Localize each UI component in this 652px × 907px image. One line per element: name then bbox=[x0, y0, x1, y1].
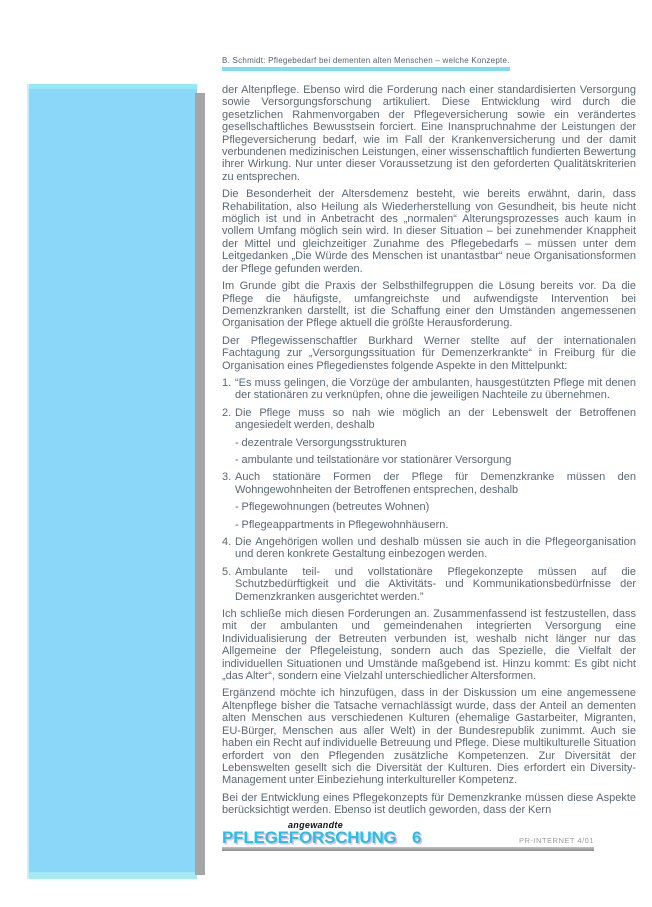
page-number: 6 bbox=[412, 828, 422, 847]
list-subitem: - ambulante und teilstationäre vor stationärer Versorgung bbox=[235, 453, 512, 466]
footer-divider-rule bbox=[222, 847, 594, 851]
paragraph: Ergänzend möchte ich hinzufügen, dass in der Diskussion um eine angemessene Altenpflege bisher die Tatsache vernachlässigt wurde, dass der Anteil an dementen alten Menschen aus verschiedenen Kulturen (ehemalige Gastarbeiter, Migranten, EU-Bürger, Menschen aus aller Welt) in der Bundesrepublik zunimmt. Auch sie haben ein Recht auf individuelle Betreuung und Pflege. Diese multikulturelle Situation erfordert von den Pflegenden zusätzliche Kompetenzen. Zur Diversität der Lebenswelten gesellt sich die Diversität der Kulturen. Dies erfordert ein Diversity-Management unter Einbeziehung interkultureller Kompetenz. bbox=[222, 687, 636, 787]
journal-logo: PFLEGEFORSCHUNG bbox=[222, 828, 397, 847]
list-subitem: - dezentrale Versorgungsstrukturen bbox=[235, 436, 407, 449]
list-item-number: 2. bbox=[222, 406, 232, 419]
list-item-number: 4. bbox=[222, 536, 232, 548]
list-item-text: Auch stationäre Formen der Pflege für Demenzkranke müssen den Wohngewohnheiten der Betroffenen entsprechen, deshalb bbox=[235, 471, 636, 496]
list-item bbox=[222, 407, 636, 432]
list-item-number: 3. bbox=[222, 471, 232, 484]
list-subitem: - Pflegewohnungen (betreutes Wohnen) bbox=[235, 501, 430, 514]
list-item-text: Die Angehörigen wollen und deshalb müssen sie auch in die Pflegeorganisation und deren konkrete Gestaltung einbezogen werden. bbox=[235, 536, 636, 561]
journal-logo-overline: angewandte bbox=[288, 820, 344, 830]
list-item-number: 5. bbox=[222, 565, 232, 578]
running-header: B. Schmidt: Pflegebedarf bei dementen alten Menschen – welche Konzepte. bbox=[222, 56, 510, 71]
list-item-number: 1. bbox=[222, 376, 232, 389]
paragraph: Bei der Entwicklung eines Pflegekonzepts für Demenzkranke müssen diese Aspekte berücksichtigt werden. Ebenso ist deutlich geworden, dass der Kern bbox=[222, 791, 636, 817]
paragraph: der Altenpflege. Ebenso wird die Forderung nach einer standardisierten Versorgung sowie Versorgungsforschung artikuliert. Diese Entwicklung wird durch die gesetzlichen Rahmenvorgaben der Pflegeversicherung sowie ein verändertes gesellschaftliches Bewusstsein forciert. Eine Inanspruchnahme der Leistungen der Pflegeversicherung bedarf, wie im Fall der Krankenversicherung und der damit verbundenen medizinischen Leistungen, einer wissenschaftlich fundierten Bewertung ihrer Wirkung. Nur unter dieser Voraussetzung ist den geforderten Qualitätskriterien zu entsprechen. bbox=[222, 84, 636, 183]
margin-accent-shadow bbox=[195, 93, 205, 875]
list-item-text: “Es muss gelingen, die Vorzüge der ambulanten, hausgestützten Pflege mit denen der stationären zu verknüpfen, ohne die jeweiligen Nachteile zu übernehmen. bbox=[235, 376, 636, 402]
paragraph: Ich schließe mich diesen Forderungen an. Zusammenfassend ist festzustellen, dass mit der ambulanten und gemeindenahen integrierten Versorgung eine Individualisierung der Betreuten verbunden ist, weshalb nicht länger nur das Allgemeine der Pflegeleistung, sondern auch das Spezielle, die Vielfalt der individuellen Situationen und Umstände maßgebend ist. Hinzu kommt: Es gibt nicht „das Alter“, sondern eine Vielzahl unterschiedlicher Altersformen. bbox=[222, 608, 636, 683]
list-subitem: - Pflegeappartments in Pflegewohnhäusern. bbox=[235, 518, 449, 531]
list-item-text: Ambulante teil- und vollstationäre Pflegekonzepte müssen auf die Schutzbedürftigkeit und die Aktivitäts- und Kommunikationsbedürfnisse der Demenzkranken ausgerichtet werden.” bbox=[235, 565, 636, 603]
list-item bbox=[222, 377, 636, 402]
margin-accent-block bbox=[27, 84, 197, 879]
paragraph: Im Grunde gibt die Praxis der Selbsthilfegruppen die Lösung bereits vor. Da die Pflege die häufigste, umfangreichste und aufwendigste Intervention bei Demenzkranken darstellt, ist die Schaffung einer den Umständen angemessenen Organisation der Pflege aktuell die größte Herausforderung. bbox=[222, 280, 636, 330]
list-item bbox=[222, 566, 636, 603]
article-text-column bbox=[222, 84, 636, 822]
paragraph: Der Pflegewissenschaftler Burkhard Werner stellte auf der internationalen Fachtagung zur „Versorgungssituation für Demenzerkrankte“ in Freiburg für die Organisation eines Pflegedienstes folgende Aspekte in den Mittelpunkt: bbox=[222, 334, 636, 372]
list-item-text: Die Pflege muss so nah wie möglich an der Lebenswelt der Betroffenen angesiedelt werden, deshalb bbox=[235, 406, 636, 432]
list-item bbox=[222, 536, 636, 561]
list-item bbox=[222, 471, 636, 496]
issue-label: PR-INTERNET 4/01 bbox=[519, 836, 594, 845]
paragraph: Die Besonderheit der Altersdemenz besteht, wie bereits erwähnt, darin, dass Rehabilitation, also Heilung als Wiederherstellung von Gesundheit, bis heute nicht möglich ist und in Anbetracht des „normalen“ Alterungsprozesses auch kaum in vollem Umfang möglich sein wird. In dieser Situation – bei zunehmender Knappheit der Mittel und gleichzeitiger Zunahme des Pflegebedarfs – müssen unter dem Leitgedanken „Die Würde des Menschen ist unantastbar“ neue Organisationsformen der Pflege gefunden werden. bbox=[222, 188, 636, 275]
page-footer bbox=[222, 818, 636, 858]
